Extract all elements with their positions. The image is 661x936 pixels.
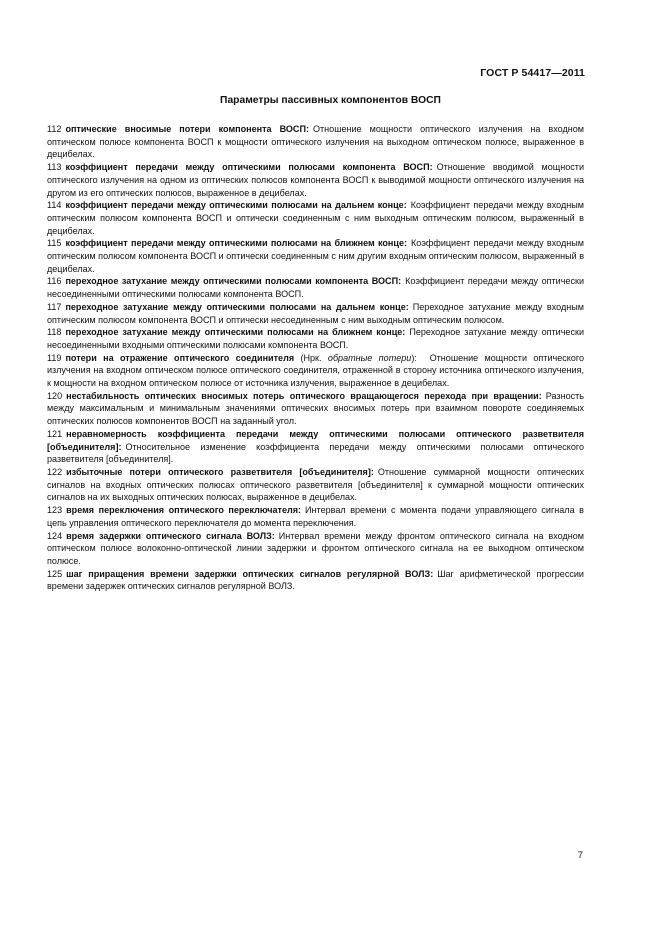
term-number: 124 — [47, 530, 63, 541]
term-entry — [47, 390, 584, 428]
term-entry — [47, 352, 584, 390]
term-name: нестабильность оптических вносимых потерь оптического вращающегося перехода при вращении : — [66, 391, 546, 401]
term-definition: Интервал времени между фронтом оптического сигнала на входном оптическом полюсе волоконно-оптической линии задержки и фронтом оптического сигнала на ее выходном оптическом полюсе. — [47, 530, 584, 566]
term-number: 113 — [47, 162, 62, 173]
term-definition: Коэффициент передачи между входным оптическим полюсом компонента ВОСП и оптически соединенным с ним другим входным оптическим полюсом, выраженный в децибелах. — [47, 238, 584, 274]
term-entry — [47, 237, 584, 275]
term-definition: Коэффициент передачи между оптически несоединенными оптическими полюсами компонента ВОСП. — [47, 276, 585, 300]
term-entry — [47, 301, 584, 326]
section-title: Параметры пассивных компонентов ВОСП — [220, 95, 441, 106]
terms-list — [47, 123, 584, 593]
page-number: 7 — [577, 850, 583, 861]
term-name: переходное затухание между оптическими полюсами на ближнем конце : — [65, 327, 409, 337]
term-name: время переключения оптического переключателя : — [66, 505, 305, 515]
term-entry — [47, 326, 584, 351]
term-definition: Отношение мощности оптического излучения на входном оптическом полюсе оптического соединителя, отраженной в сторону источника оптического излучения, к мощности на входном оптическом полюсе от источника излучения, выраженное в децибелах. — [47, 352, 584, 389]
term-number: 122 — [47, 466, 63, 477]
synonym-term: обратные потери — [327, 352, 412, 363]
term-definition: Шаг арифметической прогрессии времени задержек оптических сигналов регулярной ВОЛЗ. — [47, 568, 584, 592]
synonym-label: (Нрк. — [300, 352, 322, 363]
term-entry — [47, 568, 584, 593]
term-entry — [47, 275, 584, 300]
term-number: 125 — [47, 568, 63, 579]
term-definition: Переходное затухание между оптически несоединенными входными оптическими полюсами компонента ВОСП. — [47, 327, 584, 350]
term-number: 112 — [47, 124, 62, 134]
term-entry — [47, 161, 584, 199]
term-number: 123 — [47, 505, 63, 516]
term-definition: Отношение мощности оптического излучения на входном оптическом полюсе компонента ВОСП к мощности оптического излучения на выходном оптическом полюсе, выраженное в децибелах. — [47, 124, 584, 160]
term-name: коэффициент передачи между оптическими полюсами на дальнем конце : — [65, 200, 410, 210]
term-name: оптические вносимые потери компонента ВОСП : — [65, 124, 313, 134]
term-number: 116 — [47, 276, 62, 287]
term-name: избыточные потери оптического разветвителя [объединителя] : — [66, 467, 378, 477]
term-number: 120 — [47, 390, 63, 401]
term-name: время задержки оптического сигнала ВОЛЗ : — [66, 531, 279, 541]
term-definition: Отношение вводимой мощности оптического излучения на одном из оптических полюсов компонента ВОСП к выводимой мощности оптического излучения на другом из его оптических полюсов, выраженное в децибелах. — [47, 162, 584, 198]
term-number: 115 — [47, 238, 62, 249]
term-definition: Переходное затухание между входным оптическим полюсом компонента ВОСП и оптически несоединенным с ним выходным оптическим полюсом. — [47, 301, 584, 325]
term-name: переходное затухание между оптическими полюсами компонента ВОСП : — [65, 276, 405, 286]
term-entry — [47, 199, 584, 237]
term-name: переходное затухание между оптическими полюсами на дальнем конце : — [65, 302, 412, 312]
synonym-close: ) — [411, 352, 415, 363]
term-number: 118 — [47, 327, 62, 338]
term-definition: Разность между максимальным и минимальным значениями оптических вносимых потерь при взаимном повороте соединяемых оптических полюсов компонентов ВОСП на заданный угол. — [47, 390, 584, 427]
term-synonym: (Нрк. обратные потери): — [300, 352, 430, 363]
term-entry — [47, 530, 584, 568]
term-definition: Коэффициент передачи между входным оптическим полюсом компонента ВОСП и оптически соединенным с ним выходным оптическим полюсом, выраженный в децибелах. — [47, 200, 584, 236]
term-number: 119 — [47, 352, 62, 363]
term-name: потери на отражение оптического соединителя — [65, 352, 295, 363]
term-number: 114 — [47, 200, 62, 211]
term-definition: Интервал времени с момента подачи управляющего сигнала в цепь управления оптического переключателя до момента переключения. — [47, 505, 584, 528]
term-entry — [47, 428, 584, 466]
term-name: шаг приращения времени задержки оптических сигналов регулярной ВОЛЗ : — [66, 569, 437, 579]
term-name: коэффициент передачи между оптическими полюсами на ближнем конце : — [65, 238, 411, 248]
term-number: 121 — [47, 428, 63, 439]
term-entry — [47, 466, 584, 504]
term-number: 117 — [47, 301, 62, 312]
term-entry — [47, 123, 584, 161]
term-entry — [47, 504, 584, 529]
term-definition: Отношение суммарной мощности оптических сигналов на входных оптических полюсах оптического разветвителя [объединителя] к суммарной мощности оптических сигналов на их выходных оптических полюсах, выраженное в децибелах. — [47, 466, 584, 503]
term-name: неравномерность коэффициента передачи между оптическими полюсами оптического разветвителя [объединителя] : — [47, 429, 584, 452]
term-definition: Относительное изменение коэффициента передачи между оптическими полюсами оптического разветвителя [объединителя]. — [47, 441, 584, 465]
document-code: ГОСТ Р 54417—2011 — [480, 67, 585, 79]
term-name: коэффициент передачи между оптическими полюсами компонента ВОСП : — [65, 162, 436, 172]
